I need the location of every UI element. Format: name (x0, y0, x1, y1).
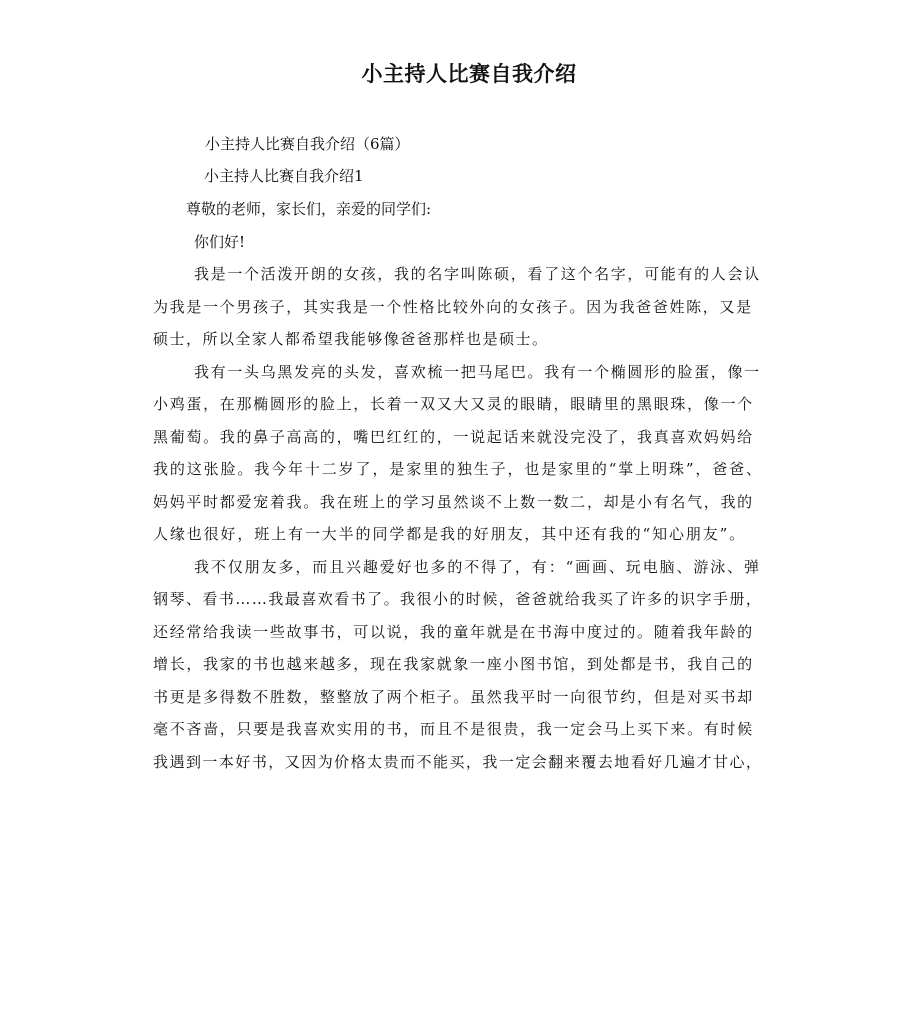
text-line: 还经常给我读一些故事书，可以说，我的童年就是在书海中度过的。随着我年龄的 (153, 623, 754, 641)
paragraph-line (153, 297, 751, 317)
section-heading (204, 166, 384, 186)
text-line: 我遇到一本好书，又因为价格太贵而不能买，我一定会翻来覆去地看好几遍才甘心， (153, 753, 763, 771)
paragraph-line (153, 394, 752, 414)
paragraph-line (153, 492, 752, 512)
paragraph-line (153, 687, 752, 707)
text-line: 我不仅朋友多，而且兴趣爱好也多的不得了，有：“画画、玩电脑、游泳、弹 (194, 558, 761, 576)
paragraph-line (153, 654, 752, 674)
text-line: 小主持人比赛自我介绍1 (204, 167, 364, 185)
text-line: 我有一头乌黑发亮的头发，喜欢梳一把马尾巴。我有一个椭圆形的脸蛋，像一 (194, 363, 761, 381)
paragraph-line (194, 264, 759, 284)
text-line: 小主持人比赛自我介绍（6篇） (205, 135, 410, 153)
greeting-line (186, 199, 461, 219)
greeting-line (194, 232, 254, 252)
text-line: 毫不吝啬，只要是我喜欢实用的书，而且不是很贵，我一定会马上买下来。有时候 (153, 720, 754, 738)
text-line: 为我是一个男孩子，其实我是一个性格比较外向的女孩子。因为我爸爸姓陈，又是 (153, 298, 753, 316)
paragraph-line (153, 427, 752, 447)
paragraph-line (153, 589, 761, 609)
paragraph-line (194, 557, 759, 577)
paragraph-line (153, 329, 547, 349)
paragraph-line (194, 362, 759, 382)
paragraph-line (153, 752, 761, 772)
subtitle-line (205, 134, 435, 154)
text-line: 我的这张脸。我今年十二岁了，是家里的独生子，也是家里的“掌上明珠”，爸爸、 (153, 460, 763, 478)
text-line: 人缘也很好，班上有一大半的同学都是我的好朋友，其中还有我的“知心朋友”。 (153, 525, 747, 543)
paragraph-line (153, 622, 752, 642)
text-line: 妈妈平时都爱宠着我。我在班上的学习虽然谈不上数一数二，却是小有名气，我的 (153, 493, 754, 511)
paragraph-line (153, 719, 752, 739)
document-title: 小主持人比赛自我介绍 (361, 62, 577, 86)
text-line: 黑葡萄。我的鼻子高高的，嘴巴红红的，一说起话来就没完没了，我真喜欢妈妈给 (153, 428, 754, 446)
text-line: 钢琴、看书……我最喜欢看书了。我很小的时候，爸爸就给我买了许多的识字手册， (153, 590, 763, 608)
text-line: 增长，我家的书也越来越多，现在我家就象一座小图书馆，到处都是书，我自己的 (153, 655, 754, 673)
paragraph-line (153, 459, 761, 479)
text-line: 我是一个活泼开朗的女孩，我的名字叫陈硕，看了这个名字，可能有的人会认 (194, 265, 761, 283)
text-line: 你们好! (194, 233, 246, 251)
paragraph-line (153, 524, 747, 544)
text-line: 小鸡蛋，在那椭圆形的脸上，长着一双又大又灵的眼睛，眼睛里的黑眼珠，像一个 (153, 395, 754, 413)
text-line: 尊敬的老师，家长们，亲爱的同学们: (186, 200, 432, 218)
text-line: 硕士，所以全家人都希望我能够像爸爸那样也是硕士。 (153, 330, 549, 348)
text-line: 书更是多得数不胜数，整整放了两个柜子。虽然我平时一向很节约，但是对买书却 (153, 688, 754, 706)
